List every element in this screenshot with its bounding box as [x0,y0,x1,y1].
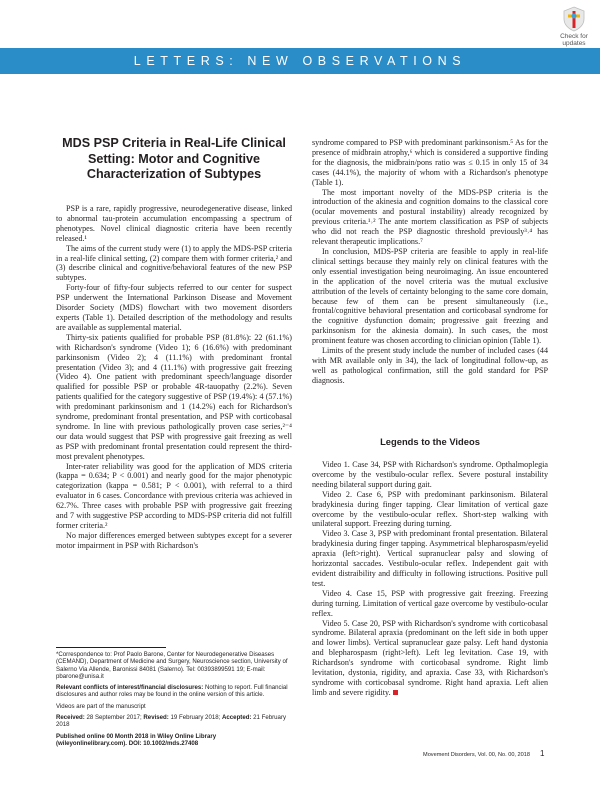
check-for-updates-badge[interactable] [554,6,594,46]
crossmark-icon [562,6,586,32]
received-date: 28 September 2017; [84,714,144,722]
video-legend-text: Video 5. Case 20, PSP with Richardson's syndrome with corticobasal syndrome. Bilateral apraxia (predominant on the left side in both upper and lower limbs). Vertical supranuclear gaze palsy. Left hand dystonia and blepharospasm (right>left). Left leg levitation. Case 19, with Richardson's syndrome with corticobasal syndrome. Right limb levitation, dystonia, rigidity, and apraxia. Case 33, with Richardson's syndrome with corticobasal syndrome. Right hand apraxia. Left alien limb and severe rigidity. [312,618,548,697]
accepted-label: Accepted: [222,714,252,722]
conflicts-statement [56,684,292,699]
left-column [56,204,292,551]
body-paragraph: No major differences emerged between subtypes except for a severer motor impairment in PSP with Richardson's [56,530,292,550]
video-legend [312,619,548,698]
journal-citation: Movement Disorders, Vol. 00, No. 00, 2018 [423,752,530,758]
revised-label: Revised: [143,714,169,722]
doi-line[interactable]: (wileyonlinelibrary.com). DOI: 10.1002/mds.27408 [56,739,199,747]
body-paragraph: Inter-rater reliability was good for the application of MDS criteria (kappa = 0.634; P < 0.001) and nearly good for the major phenotypic categorization (kappa = 0.581; P < 0.001), with referral to a third evaluator in 6 cases. Concordance with previous criteria was achieved in 62.7%. Three cases with probable PSP with progressive gait freezing and 7 with suggestive PSP according to MDS-PSP criteria did not fulfill former criteria.² [56,461,292,530]
video-legend: Video 2. Case 6, PSP with predominant parkinsonism. Bilateral bradykinesia during finger tapping. Clear limitation of vertical gaze overcome by the vestibulo-ocular reflex. Short-step walking with unilateral support. Freezing during turning. [312,489,548,529]
right-column [312,138,548,386]
check-for-updates-label: Check for updates [560,33,588,47]
video-legend: Video 1. Case 34, PSP with Richardson's syndrome. Opthalmoplegia overcome by the vestibulo-ocular reflex. Severe postural instability needing bilateral support during gait. [312,460,548,489]
video-legend: Video 4. Case 15, PSP with progressive gait freezing. Freezing during turning. Limitation of vertical gaze overcome by vestibulo-ocular reflex. [312,588,548,618]
video-legends [312,460,548,698]
publication-info [56,733,292,748]
body-paragraph: syndrome compared to PSP with predominant parkinsonism.⁵ As for the presence of midbrain atrophy,⁶ which is considered a supportive finding for the diagnosis, the midbrain/pons ratio was ≤ 0.15 in only 15 of 34 cases (44.1%), the majority of whom with a Richardson's phenotype (Table 1). [312,138,548,187]
article-title: MDS PSP Criteria in Real-Life Clinical Setting: Motor and Cognitive Characterization of Subtypes [62,136,286,181]
conflicts-label: Relevant conflicts of interest/financial disclosures: [56,684,204,692]
section-banner: LETTERS: NEW OBSERVATIONS [0,48,600,74]
videos-note: Videos are part of the manuscript [56,702,146,710]
body-paragraph: In conclusion, MDS-PSP criteria are feasible to apply in real-life clinical settings because they mainly rely on clinical features with the only essential investigation being neuroimaging. An issue encountered in the application of the novel criteria was the mutual exclusive attribution of the levels of certainty belonging to the same core domain, because few of them can be present simultaneously (i.e., frontal/cognitive behavioral presentation and corticobasal syndrome for the cognitive dysfunction domain; progressive gait freezing and parkinsonism for the akinesia domain). In such cases, the most prominent feature was chosen according to clinician opinion (Table 1). [312,246,548,346]
received-label: Received: [56,714,85,722]
conflicts-text: Nothing to report. Full financial disclosures and author roles may be found in the online version of this article. [56,684,288,699]
video-legend: Video 3. Case 3, PSP with predominant frontal presentation. Bilateral bradykinesia during finger tapping. Asymmetrical blepharospasm/eyelid apraxia (left>right). Vertical supranuclear palsy and slowing of horizzontal saccades. Vestibulo-ocular reflex. Independent gait with evident distraibility and difficulty in following istructions. Positive pull test. [312,529,548,588]
body-paragraph: Limits of the present study include the number of included cases (44 with MR available only in 34), the lack of longitudinal follow-up, as well as pathological confirmation, still the gold standard for PSP diagnosis. [312,346,548,385]
page-number: 1 [540,749,545,758]
end-of-article-mark-icon [393,690,398,695]
body-paragraph: Thirty-six patients qualified for probable PSP (81.8%): 22 (61.1%) with Richardson's syndrome (Video 1); 6 (16.6%) with predominant parkinsonism (Video 2); 4 (11.1%) with predominant frontal presentation (Video 3); and 4 (11.1%) with progressive gait freezing (Video 4). One patient with predominant speech/language disorder qualified for possible PSP or probable 4R-tauopathy (2.2%). Seven patients qualified for the category suggestive of PSP (19.4%): 4 (57.1%) with predominant parkinsonism and 1 (14.2%) each for Richardson's syndrome, predominant frontal presentation, and PSP with corticobasal syndrome. In line with previous pathologically proven case series,²⁻⁴ our data would suggest that PSP with progressive gait freezing as well as PSP with predominant frontal presentation could represent the third-most prevalent phenotypes. [56,332,292,461]
video-legends-heading: Legends to the Videos [380,436,480,447]
body-paragraph: The aims of the current study were (1) to apply the MDS-PSP criteria in a real-life clinical setting, (2) compare them with former criteria,² and (3) describe clinical and cognitive/behavioral features of the new PSP subtypes. [56,243,292,283]
footnote-divider [56,647,166,648]
published-line: Published online 00 Month 2018 in Wiley Online Library [56,732,217,740]
body-paragraph: PSP is a rare, rapidly progressive, neurodegenerative disease, linked to abnormal tau-protein accumulation encompassing a spectrum of phenotypes. Novel clinical diagnostic criteria have been recently released.¹ [56,204,292,243]
body-paragraph: The most important novelty of the MDS-PSP criteria is the introduction of the akinesia and cognition domains to the classical core (ocular movements and postural instability) already recognized by previous criteria.¹˒² The ante mortem classification as PSP of subjects who did not reach the PSP diagnostic threshold previously³˒⁴ has relevant therapeutic implications.⁷ [312,187,548,247]
revised-date: 19 February 2018; [168,714,222,722]
correspondence-address: *Correspondence to: Prof Paolo Barone, Center for Neurodegenerative Diseases (CEMAND), Department of Medicine and Surgery, Neuroscience section, University of Salerno Via Allende, Baronissi 84081 (Salerno). Tel: 00393899591 19; E-mail: pbarone@unisa.it [56,651,288,680]
accepted-date: 21 February 2018 [56,714,287,729]
correspondence-footnote [56,651,292,747]
article-dates [56,714,292,729]
body-paragraph: Forty-four of fifty-four subjects referred to our center for suspect PSP underwent the International Parkinson Disease and Movement Disorder Society (MDS) flowchart with two movement disorders experts (Table 1). Detailed description of the methodology and results are available as supplemental material. [56,283,292,332]
